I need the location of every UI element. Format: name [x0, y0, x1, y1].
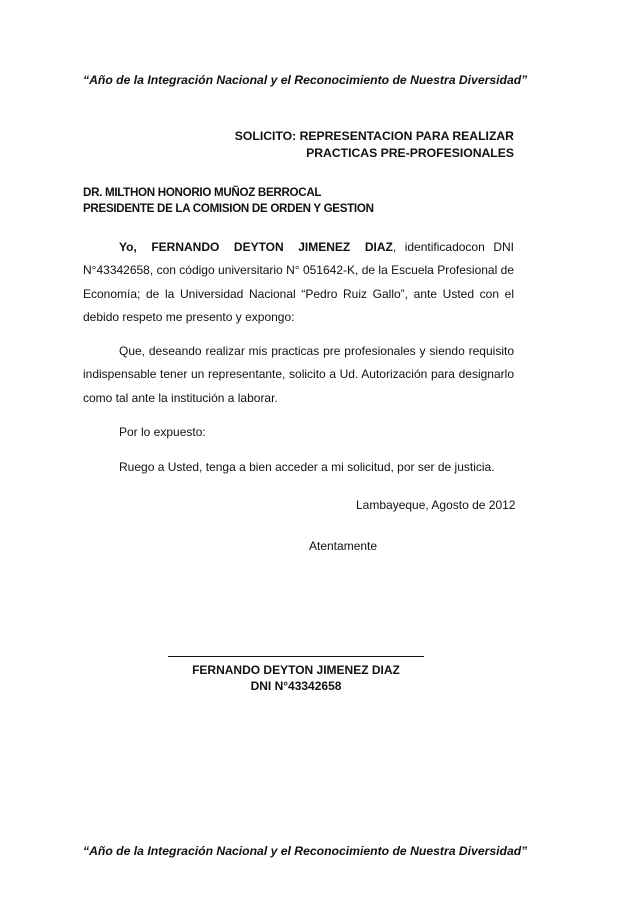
signature-dni: DNI N°43342658 — [250, 679, 342, 693]
request-text: Que, deseando realizar mis practicas pre profesionales y siendo requisito indispensable tener un representante, solicito a Ud. Autorización para designarlo como tal ante la institución a laborar. — [83, 344, 514, 405]
signature-block — [168, 662, 424, 694]
addressee-title: PRESIDENTE DE LA COMISION DE ORDEN Y GESTION — [83, 202, 374, 215]
closing-text: Atentamente — [309, 539, 378, 553]
place-date: Lambayeque, Agosto de 2012 — [356, 498, 516, 512]
addressee-block — [83, 185, 374, 217]
header-motto: “Año de la Integración Nacional y el Reconocimiento de Nuestra Diversidad” — [83, 73, 528, 87]
subject-line-1: SOLICITO: REPRESENTACION PARA REALIZAR — [234, 129, 514, 143]
addressee-name: DR. MILTHON HONORIO MUÑOZ BERROCAL — [83, 186, 322, 199]
por-lo-expuesto: Por lo expuesto: — [119, 425, 206, 439]
subject-line-2: PRACTICAS PRE-PROFESIONALES — [306, 146, 514, 160]
ruego-text: Ruego a Usted, tenga a bien acceder a mi solicitud, por ser de justicia. — [119, 460, 495, 474]
intro-paragraph — [83, 236, 514, 329]
subject-block — [235, 128, 514, 162]
intro-text: , identificadocon DNI N°43342658, con código universitario N° 051642-K, de la Escuela Profesional de Economía; de la Universidad Nacional “Pedro Ruiz Gallo”, ante Usted con el debido respeto me presento y expongo: — [83, 240, 514, 324]
signature-name: FERNANDO DEYTON JIMENEZ DIAZ — [192, 663, 400, 677]
request-paragraph — [83, 340, 514, 410]
footer-motto: “Año de la Integración Nacional y el Reconocimiento de Nuestra Diversidad” — [83, 844, 528, 858]
signature-line — [168, 656, 424, 657]
applicant-name: Yo, FERNANDO DEYTON JIMENEZ DIAZ — [119, 240, 393, 254]
